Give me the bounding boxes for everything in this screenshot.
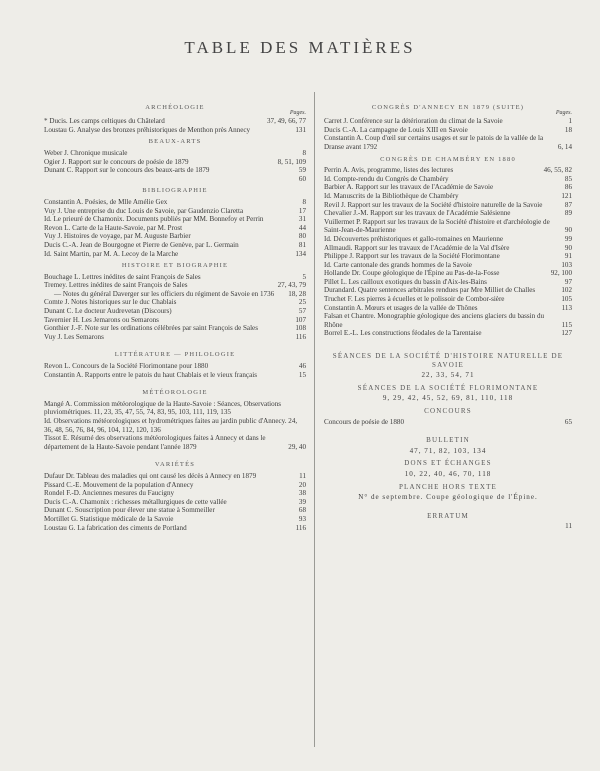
toc-entry: Rondel F.-D. Anciennes mesures du Faucigny 38 — [44, 489, 306, 498]
section-heading-bibliographie: BIBLIOGRAPHIE — [142, 187, 208, 195]
toc-entry: Falsan et Chantre. Monographie géologique des anciens glaciers du bassin du Rhône 115 — [324, 312, 572, 329]
toc-entry: Hollande Dr. Coupe géologique de l'Épine au Pas-de-la-Fosse 92, 100 — [324, 269, 572, 278]
toc-entry: Perrin A. Avis, programme, listes des lectures 46, 55, 82 — [324, 166, 572, 175]
section-heading-litterature: LITTÉRATURE — PHILOLOGIE — [114, 351, 236, 359]
toc-entry: Dunant C. Souscription pour élever une statue à Sommeiller 68 — [44, 506, 306, 515]
toc-entry: Allmaudi. Rapport sur les travaux de l'Académie de la Val d'Isère 90 — [324, 243, 572, 252]
toc-entry: Ducis C.-A. La campagne de Louis XIII en Savoie 18 — [324, 125, 572, 134]
toc-entry: Constantin A. Poésies, de Mlle Amélie Gex 8 — [44, 197, 306, 206]
toc-entry: Mangé A. Commission météorologique de la Haute-Savoie : Séances, Observations pluviométriques. 11, 23, 35, 47, 55, 74, 83, 95, 103, 111, 119, 135 — [44, 399, 281, 417]
toc-entry: Gonthier J.-F. Note sur les ordinations célébrées par saint François de Sales 108 — [44, 324, 306, 333]
toc-entry: Ogier J. Rapport sur le concours de poésie de 1879 8, 51, 109 — [44, 157, 306, 166]
toc-entry: Durandard. Quatre sentences arbitrales rendues par Mre Milliet de Challes 102 — [324, 286, 572, 295]
page-title: TABLE DES MATIÈRES — [184, 38, 416, 57]
section-meteorologie — [44, 400, 306, 452]
section-heading-meteorologie: MÉTÉOROLOGIE — [142, 389, 208, 397]
left-column — [44, 100, 306, 532]
section-bibliographie — [44, 198, 306, 258]
toc-entry: Pissard C.-E. Mouvement de la population d'Annecy 20 — [44, 480, 306, 489]
toc-entry: Ducis C.-A. Jean de Bourgogne et Pierre de Genève, par L. Germain 81 — [44, 240, 306, 249]
toc-entry: Vuy J. Les Semarons 116 — [44, 332, 306, 341]
toc-entry: Constantin A. Mœurs et usages de la vallée de Thônes 113 — [324, 303, 572, 312]
section-histoire — [44, 273, 306, 342]
toc-entry: Vuy J. Histoires de voyage, par M. Auguste Barbier 80 — [44, 232, 306, 241]
toc-entry: Constantin A. Rapports entre le patois du haut Chablais et le vieux français 15 — [44, 370, 306, 379]
section-beaux-arts — [44, 149, 306, 183]
seances-histoire-naturelle-pages: 22, 33, 54, 71 — [421, 371, 475, 380]
section-heading-seances-histoire-naturelle: SÉANCES DE LA SOCIÉTÉ D'HISTOIRE NATURELLE DE SAVOIE — [332, 352, 564, 369]
toc-entry: Ducis C.-A. Chamonix : richesses métallurgiques de cette vallée 39 — [44, 497, 306, 506]
toc-entry: Borrel E.-L. Les constructions féodales de la Tarentaise 127 — [324, 329, 572, 338]
toc-entry: Tremey. Lettres inédites de saint François de Sales 27, 43, 79 — [44, 281, 306, 290]
section-litterature — [44, 362, 306, 379]
toc-entry: Barbier A. Rapport sur les travaux de l'Académie de Savoie 86 — [324, 183, 572, 192]
toc-entry: Id. Carte cantonale des grands hommes de la Savoie 103 — [324, 260, 572, 269]
section-heading-varietes: VARIÉTÉS — [154, 461, 196, 469]
erratum-entry: 11 — [565, 522, 572, 531]
section-congres-annecy — [324, 117, 572, 151]
toc-entry: Revil J. Rapport sur les travaux de la Société d'histoire naturelle de la Savoie 87 — [324, 200, 572, 209]
section-heading-planche: PLANCHE HORS TEXTE — [398, 482, 498, 491]
section-congres-chambery — [324, 166, 572, 338]
toc-entry: Constantin A. Coup d'œil sur certains usages et sur le patois de la vallée de la Dranse avant 1792 6, 14 — [324, 134, 572, 151]
toc-entry: Chevalier J.-M. Rapport sur les travaux de l'Académie Salésienne 89 — [324, 209, 572, 218]
column-divider — [314, 92, 315, 747]
toc-entry: Id. Observations météorologiques et hydrométriques faites au jardin public d'Annecy. 24, 36, 48, 56, 76, 84, 96, 104, 112, 120, 136 — [44, 417, 298, 434]
section-heading-bulletin: BULLETIN — [426, 436, 470, 445]
toc-entry: Dunant C. Le docteur Audrevetan (Discours) 57 — [44, 307, 306, 316]
toc-entry: Tissot E. Résumé des observations météorologiques faites à Annecy et dans le département de la Haute-Savoie pendant l'année 1879 29, 40 — [44, 434, 306, 451]
planche-line: N° de septembre. Coupe géologique de l'Épine. — [358, 493, 538, 502]
section-heading-histoire: HISTOIRE ET BIOGRAPHIE — [121, 262, 229, 270]
section-heading-archeologie: ARCHÉOLOGIE — [145, 104, 205, 111]
seances-florimontane-pages: 9, 29, 42, 45, 52, 69, 81, 110, 118 — [382, 394, 514, 403]
toc-entry: Carret J. Conférence sur la détérioration du climat de la Savoie 1 — [324, 117, 572, 126]
toc-entry: 60 — [298, 174, 306, 183]
section-archeologie — [44, 117, 306, 134]
section-heading-erratum: ERRATUM — [427, 511, 469, 520]
toc-entry: Concours de poésie de 1880 65 — [324, 417, 572, 426]
toc-entry: Vuy J. Une entreprise du duc Louis de Savoie, par Gaudenzio Claretta 17 — [44, 206, 306, 215]
section-heading-congres-chambery: CONGRÈS DE CHAMBÉRY EN 1880 — [380, 155, 516, 163]
bulletin-pages: 47, 71, 82, 103, 134 — [409, 446, 487, 455]
pages-label: Pages. — [289, 109, 306, 116]
toc-entry: Id. Le prieuré de Chamonix. Documents publiés par MM. Bonnefoy et Perrin 31 — [44, 215, 306, 224]
section-heading-congres-annecy: CONGRÈS D'ANNECY EN 1879 (SUITE) — [371, 104, 525, 111]
dons-echanges-pages: 10, 22, 40, 46, 70, 118 — [404, 469, 492, 478]
toc-entry: Loustau G. Analyse des bronzes préhistoriques de Menthon près Annecy 131 — [44, 125, 306, 134]
toc-entry: Dunant C. Rapport sur le concours des beaux-arts de 1879 59 — [44, 166, 306, 175]
toc-entry: Weber J. Chronique musicale 8 — [44, 148, 306, 157]
section-varietes — [44, 472, 306, 532]
toc-entry: Dufaur Dr. Tableau des maladies qui ont causé les décès à Annecy en 1879 11 — [44, 471, 306, 480]
pages-label: Pages. — [555, 109, 572, 116]
toc-entry: Revon L. Carte de la Haute-Savoie, par M. Prost 44 — [44, 223, 306, 232]
toc-entry: Mortillet G. Statistique médicale de la Savoie 93 — [44, 514, 306, 523]
toc-entry: Vuillermet P. Rapport sur les travaux de la Société d'histoire et d'archéologie de Saint-Jean-de-Maurienne 90 — [324, 217, 572, 235]
toc-entry: Id. Saint Martin, par M. A. Lecoy de la Marche 134 — [44, 249, 306, 258]
section-heading-dons-echanges: DONS ET ÉCHANGES — [404, 459, 492, 468]
right-column — [324, 100, 572, 531]
section-heading-seances-florimontane: SÉANCES DE LA SOCIÉTÉ FLORIMONTANE — [357, 383, 539, 392]
toc-entry: Id. Compte-rendu du Congrès de Chambéry 85 — [324, 174, 572, 183]
section-heading-concours: CONCOURS — [424, 407, 472, 415]
toc-entry: Truchet F. Les pierres à écuelles et le polissoir de Combor-sière 105 — [324, 295, 572, 304]
toc-entry: Revon L. Concours de la Société Florimontane pour 1880 46 — [44, 362, 306, 371]
toc-entry: Loustau G. La fabrication des ciments de Portland 116 — [44, 523, 306, 532]
section-heading-beaux-arts: BEAUX-ARTS — [148, 138, 202, 146]
toc-entry: — Notes du général Daverger sur les officiers du régiment de Savoie en 1736 18, 28 — [54, 289, 306, 298]
toc-entry: Id. Découvertes préhistoriques et gallo-romaines en Maurienne 99 — [324, 234, 572, 243]
toc-entry: Pillet L. Les cailloux exotiques du bassin d'Aix-les-Bains 97 — [324, 277, 572, 286]
toc-entry: * Ducis. Les camps celtiques du Châtelard 37, 49, 66, 77 — [44, 117, 306, 126]
toc-entry: Philippe J. Rapport sur les travaux de la Société Florimontane 91 — [324, 252, 572, 261]
toc-entry: Bouchage L. Lettres inédites de saint François de Sales 5 — [44, 272, 306, 281]
toc-entry: Comte J. Notes historiques sur le duc Chablais 25 — [44, 298, 306, 307]
toc-entry: Tavernier H. Les Jemarons ou Semarons 107 — [44, 315, 306, 324]
toc-entry: Id. Manuscrits de la Bibliothèque de Chambéry 121 — [324, 191, 572, 200]
